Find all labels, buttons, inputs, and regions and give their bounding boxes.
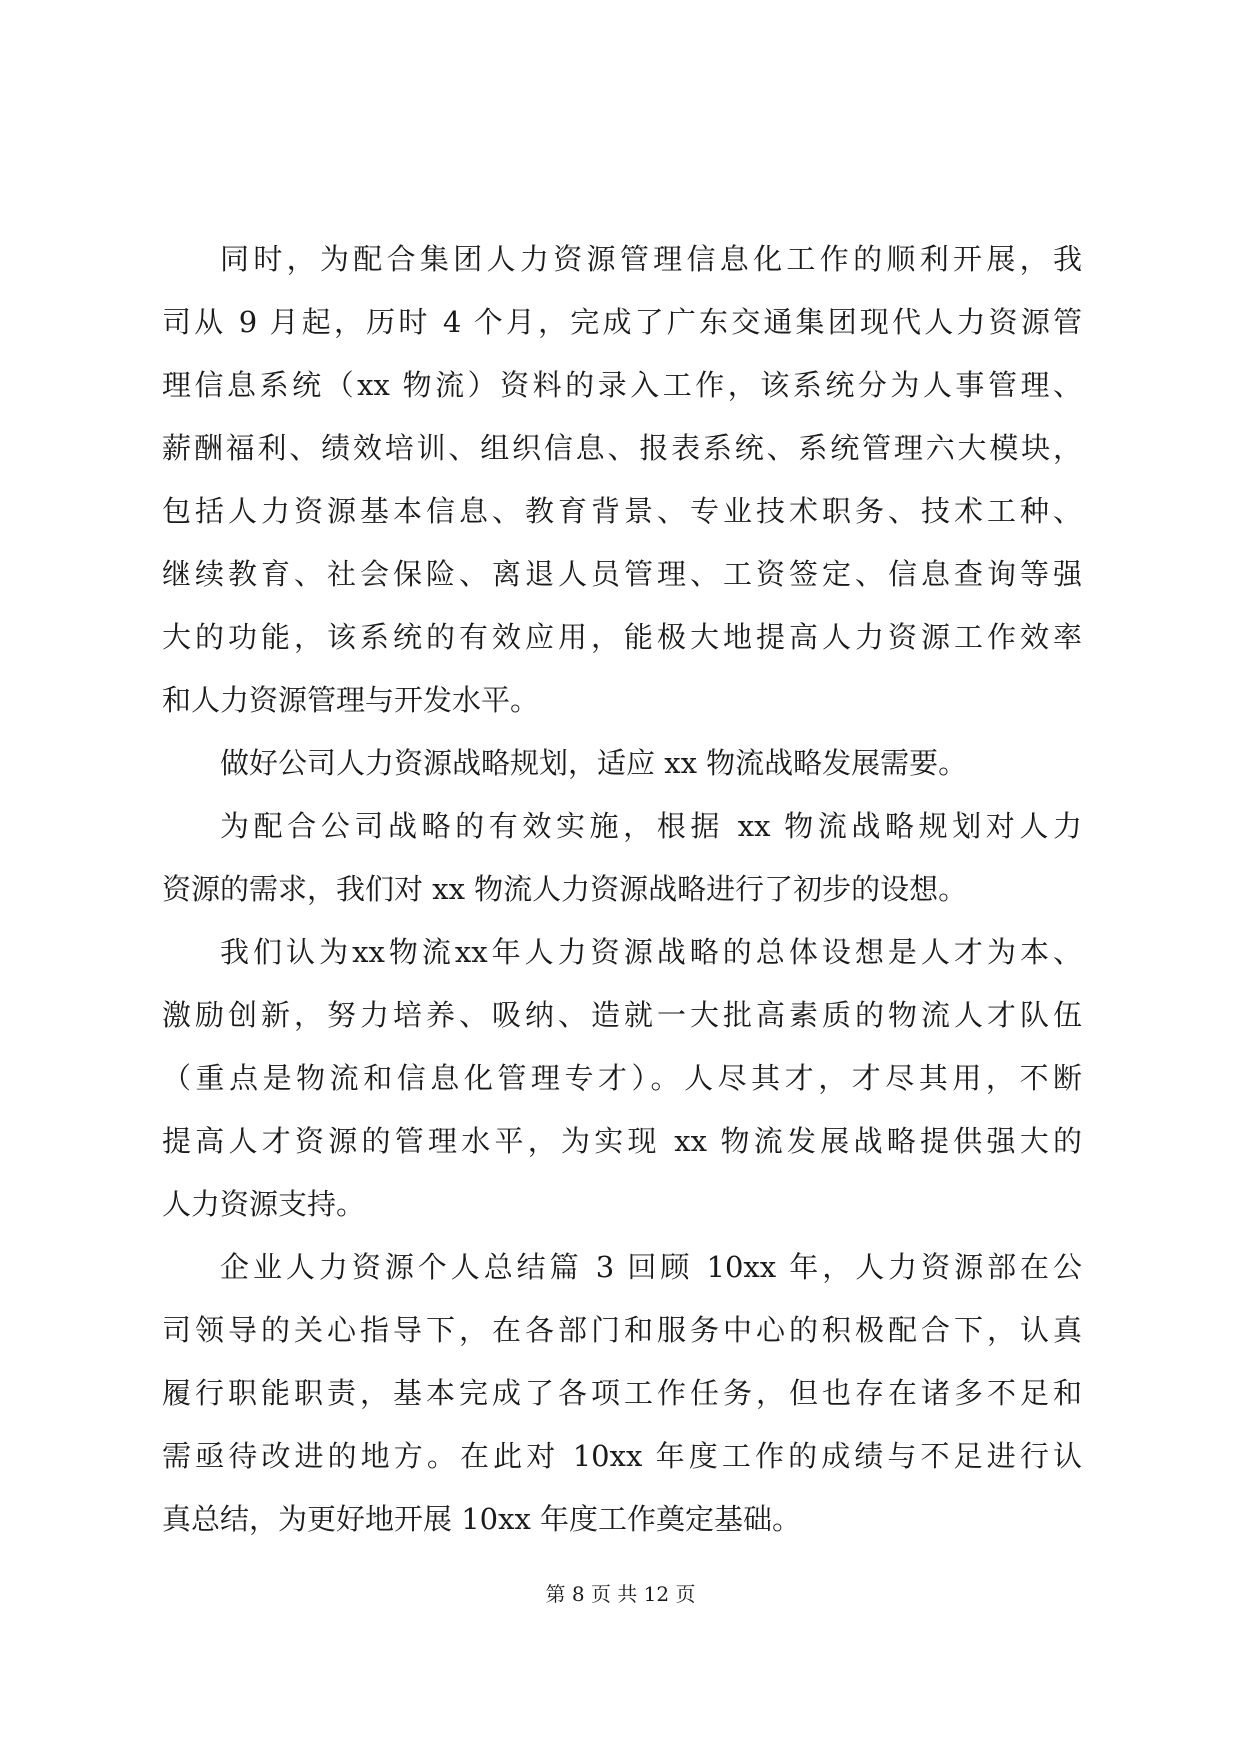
- text-line: 提高人才资源的管理水平，为实现 xx 物流发展战略提供强大的: [162, 1124, 1082, 1158]
- text-line: （重点是物流和信息化管理专才）。人尽其才，才尽其用，不断: [162, 1061, 1082, 1095]
- text-line: 为配合公司战略的有效实施，根据 xx 物流战略规划对人力: [220, 809, 1082, 843]
- text-line: 理信息系统（xx 物流）资料的录入工作，该系统分为人事管理、: [162, 368, 1082, 402]
- text-line: 我们认为xx物流xx年人力资源战略的总体设想是人才为本、: [220, 935, 1082, 969]
- text-line: 和人力资源管理与开发水平。: [162, 683, 540, 717]
- text-line: 履行职能职责，基本完成了各项工作任务，但也存在诸多不足和: [162, 1376, 1082, 1410]
- text-line: 真总结，为更好地开展 10xx 年度工作奠定基础。: [162, 1502, 802, 1536]
- text-line: 做好公司人力资源战略规划，适应 xx 物流战略发展需要。: [220, 746, 968, 780]
- text-line: 继续教育、社会保险、离退人员管理、工资签定、信息查询等强: [162, 557, 1082, 591]
- text-line: 司从 9 月起，历时 4 个月，完成了广东交通集团现代人力资源管: [162, 305, 1082, 339]
- page-number-footer: 第 8 页 共 12 页: [545, 1582, 696, 1606]
- text-line: 薪酬福利、绩效培训、组织信息、报表系统、系统管理六大模块，: [162, 431, 1082, 465]
- text-line: 人力资源支持。: [162, 1187, 366, 1221]
- text-line: 司领导的关心指导下，在各部门和服务中心的积极配合下，认真: [162, 1313, 1082, 1347]
- text-line: 资源的需求，我们对 xx 物流人力资源战略进行了初步的设想。: [162, 872, 968, 906]
- text-line: 同时，为配合集团人力资源管理信息化工作的顺利开展，我: [220, 242, 1082, 276]
- text-line: 包括人力资源基本信息、教育背景、专业技术职务、技术工种、: [162, 494, 1082, 528]
- text-line: 企业人力资源个人总结篇 3 回顾 10xx 年，人力资源部在公: [220, 1250, 1082, 1284]
- text-line: 大的功能，该系统的有效应用，能极大地提高人力资源工作效率: [162, 620, 1082, 654]
- document-body: [162, 228, 1082, 1551]
- text-line: 激励创新，努力培养、吸纳、造就一大批高素质的物流人才队伍: [162, 998, 1082, 1032]
- text-line: 需亟待改进的地方。在此对 10xx 年度工作的成绩与不足进行认: [162, 1439, 1082, 1473]
